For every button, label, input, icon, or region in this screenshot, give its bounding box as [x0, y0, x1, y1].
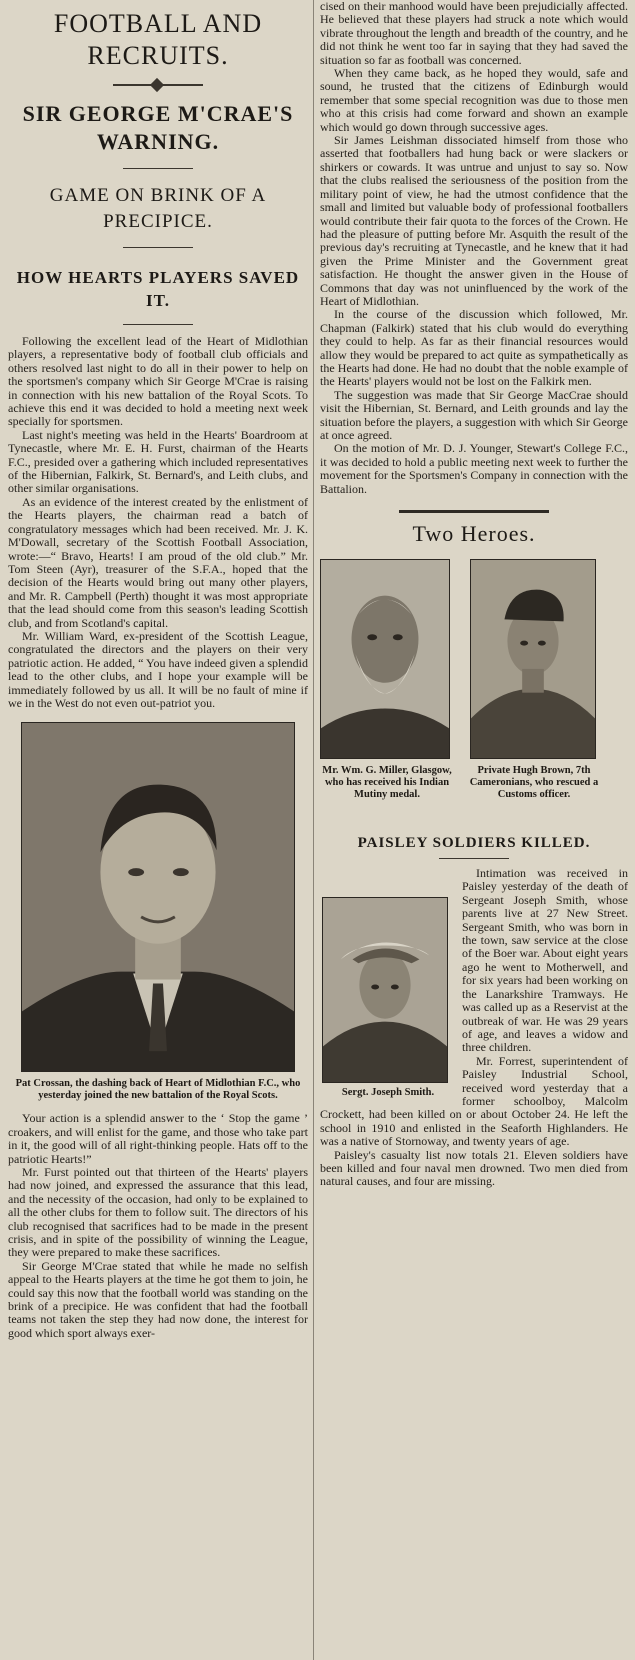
column-divider [313, 0, 314, 1660]
divider-rule [439, 858, 509, 859]
article-paragraph: Last night's meeting was held in the Hearts' Boardroom at Tynecastle, where Mr. E. H. Furst, chairman of the Hearts F.C., presided over a gathering which included representatives of the Hibernian, Falkirk, St. Bernard's, and Leith clubs, and other similar organisations. [8, 427, 308, 496]
article-paragraph: The suggestion was made that Sir George MacCrae should visit the Hibernian, St. Bernard, and Leith grounds and lay the situation before the players, a suggestion with which Sir George at once agreed. [320, 387, 628, 442]
heroes-photos [320, 559, 628, 831]
article-paragraph: As an evidence of the interest created by the enlistment of the Hearts players, the chairman read a batch of congratulatory messages which had been received. Mr. J. K. M'Dowall, secretary of the Scottish Football Association, wrote:—“ Bravo, Hearts! I am proud of the old club.” Mr. Tom Steen (Ayr), treasurer of the S.F.A., hoped that the decision of the Hearts would bring out many other players, and Mr. R. Campbell (Perth) thought it was most appropriate that the lead should come from this season's leading Scottish club, and from Scotland's capital. [8, 494, 308, 630]
divider-rule [123, 247, 193, 248]
article-paragraph: Mr. Furst pointed out that thirteen of the Hearts' players had now joined, and expressed the assurance that this lead, and the necessity of the occasion, had only to be explained to all the other clubs for them to follow suit. The directors of his club recognised that sacrifices had to be made in the present crisis, and in spite of the possibility of winning the League, they were prepared to make these sacrifices. [8, 1165, 308, 1260]
subhead-warning: SIR GEORGE M'CRAE'S WARNING. [22, 101, 294, 154]
heroes-title: Two Heroes. [412, 521, 536, 547]
miller-photo [320, 559, 450, 759]
article-paragraph: Mr. Forrest, superintendent of Paisley Industrial School, received word yesterday that a former schoolboy, Malcolm Crockett, had been killed on or about October 24. He left the school in 1910 and enlisted in the Seaforth Highlanders. He was a native of Stornoway, and twenty years of age. [320, 1053, 628, 1149]
article-paragraph: Following the excellent lead of the Heart of Midlothian players, a representative body of football club officials and others resolved last night to do all in their power to help on the sportsmen's company which Sir George M'Crae is raising in connection with his new battalion of the Royal Scots. To achieve this end it was decided to hold a meeting next week specially for sportsmen. [8, 334, 308, 429]
brown-caption: Private Hugh Brown, 7th Cameronians, who rescued a Customs officer. [469, 765, 599, 801]
ornament-rule [113, 84, 203, 86]
divider-rule [123, 324, 193, 325]
article-paragraph: Your action is a splendid answer to the ‘ Stop the game ’ croakers, and will enlist for the game, and those who take part in it, the good will of all right-thinking people. Hats off to the patriotic Hearts!” [8, 1111, 308, 1166]
subhead-hearts: HOW HEARTS PLAYERS SAVED IT. [16, 268, 300, 310]
headline: FOOTBALL AND RECRUITS. [53, 9, 263, 70]
divider-rule [123, 168, 193, 169]
brown-photo [470, 559, 596, 759]
article-paragraph: Sir George M'Crae stated that while he made no selfish appeal to the Hearts players at the time he got them to join, he could say this now that the football world was standing on the brink of a precipice. He was confident that had the football teams not taken the step they had now done, the interest for good which sport always exer- [8, 1258, 308, 1340]
article-paragraph: When they came back, as he hoped they would, safe and sound, he trusted that the citizens of Edinburgh would remember that some special recognition was due to those men who at this crisis had come forward and shown an example which would go down through successive ages. [320, 66, 628, 134]
article-paragraph: cised on their manhood would have been prejudicially affected. He believed that these players had struck a note which would vibrate throughout the length and breadth of the country, and he did not think he went too far in saying that they had saved the situation so far as football was concerned. [320, 0, 628, 67]
article-paragraph: Paisley's casualty list now totals 21. Eleven soldiers have been killed and four naval men drowned. Two men died from natural causes, and four are missing. [320, 1147, 628, 1189]
smith-caption: Sergt. Joseph Smith. [341, 1087, 435, 1099]
left-column [8, 8, 308, 1340]
miller-caption: Mr. Wm. G. Miller, Glasgow, who has received his Indian Mutiny medal. [322, 765, 452, 801]
article-paragraph: In the course of the discussion which followed, Mr. Chapman (Falkirk) stated that his club would do everything they could to help. As far as their financial resources would allow they would be prepared to act quite as sympathetically as the Hearts had done. He had no doubt that the noble example of the Hearts' players would not be lost on the Falkirk men. [320, 307, 628, 389]
section-rule [399, 510, 549, 513]
right-column [320, 0, 628, 1189]
article-paragraph: Mr. William Ward, ex-president of the Scottish League, congratulated the directors and the players on their very patriotic action. He added, “ You have indeed given a splendid lead to the other clubs, and I hope your example will be immediately followed by us all. It will be no fault of mine if we in the West do not even out-patriot you. [8, 628, 308, 710]
smith-photo [322, 897, 448, 1083]
crossan-photo [21, 722, 295, 1072]
paisley-article [320, 867, 628, 1189]
article-paragraph: Intimation was received in Paisley yesterday of the death of Sergeant Joseph Smith, whose parents live at 27 New Street. Sergeant Smith, who was born in the town, saw service at the close of the Boer war. About eight years ago he went to Motherwell, and for six years had been working on the Lanarkshire Tramways. He was called up as a Reservist at the outbreak of war. He was 29 years of age, and leaves a widow and three children. [462, 866, 628, 1055]
smith-figure [322, 897, 454, 1099]
paisley-title: PAISLEY SOLDIERS KILLED. [357, 835, 591, 852]
subhead-precipice: GAME ON BRINK OF A PRECIPICE. [49, 185, 267, 232]
crossan-caption: Pat Crossan, the dashing back of Heart of Midlothian F.C., who yesterday joined the new battalion of the Royal Scots. [15, 1078, 301, 1102]
article-paragraph: On the motion of Mr. D. J. Younger, Stewart's College F.C., it was decided to hold a public meeting next week to further the movement for the Sportsmen's Company in connection with the Battalion. [320, 441, 628, 496]
article-paragraph: Sir James Leishman dissociated himself from those who asserted that footballers had hung back or were slackers or shirkers or cowards. It was untrue and unjust to say so. Now that the clubs realised the seriousness of the position from the military point of view, he had the utmost confidence that the small and limited but valuable body of professional footballers would contribute their fair quota to the forces of the Crown. He had the pleasure of putting before Mr. Asquith the result of the previous day's recruiting at Tynecastle, and he knew that it had given the Prime Minister and the Government great satisfaction. He thought the answer given in the House of Commons that day was not uninfluenced by the work of the Heart of Midlothian. [320, 133, 628, 308]
